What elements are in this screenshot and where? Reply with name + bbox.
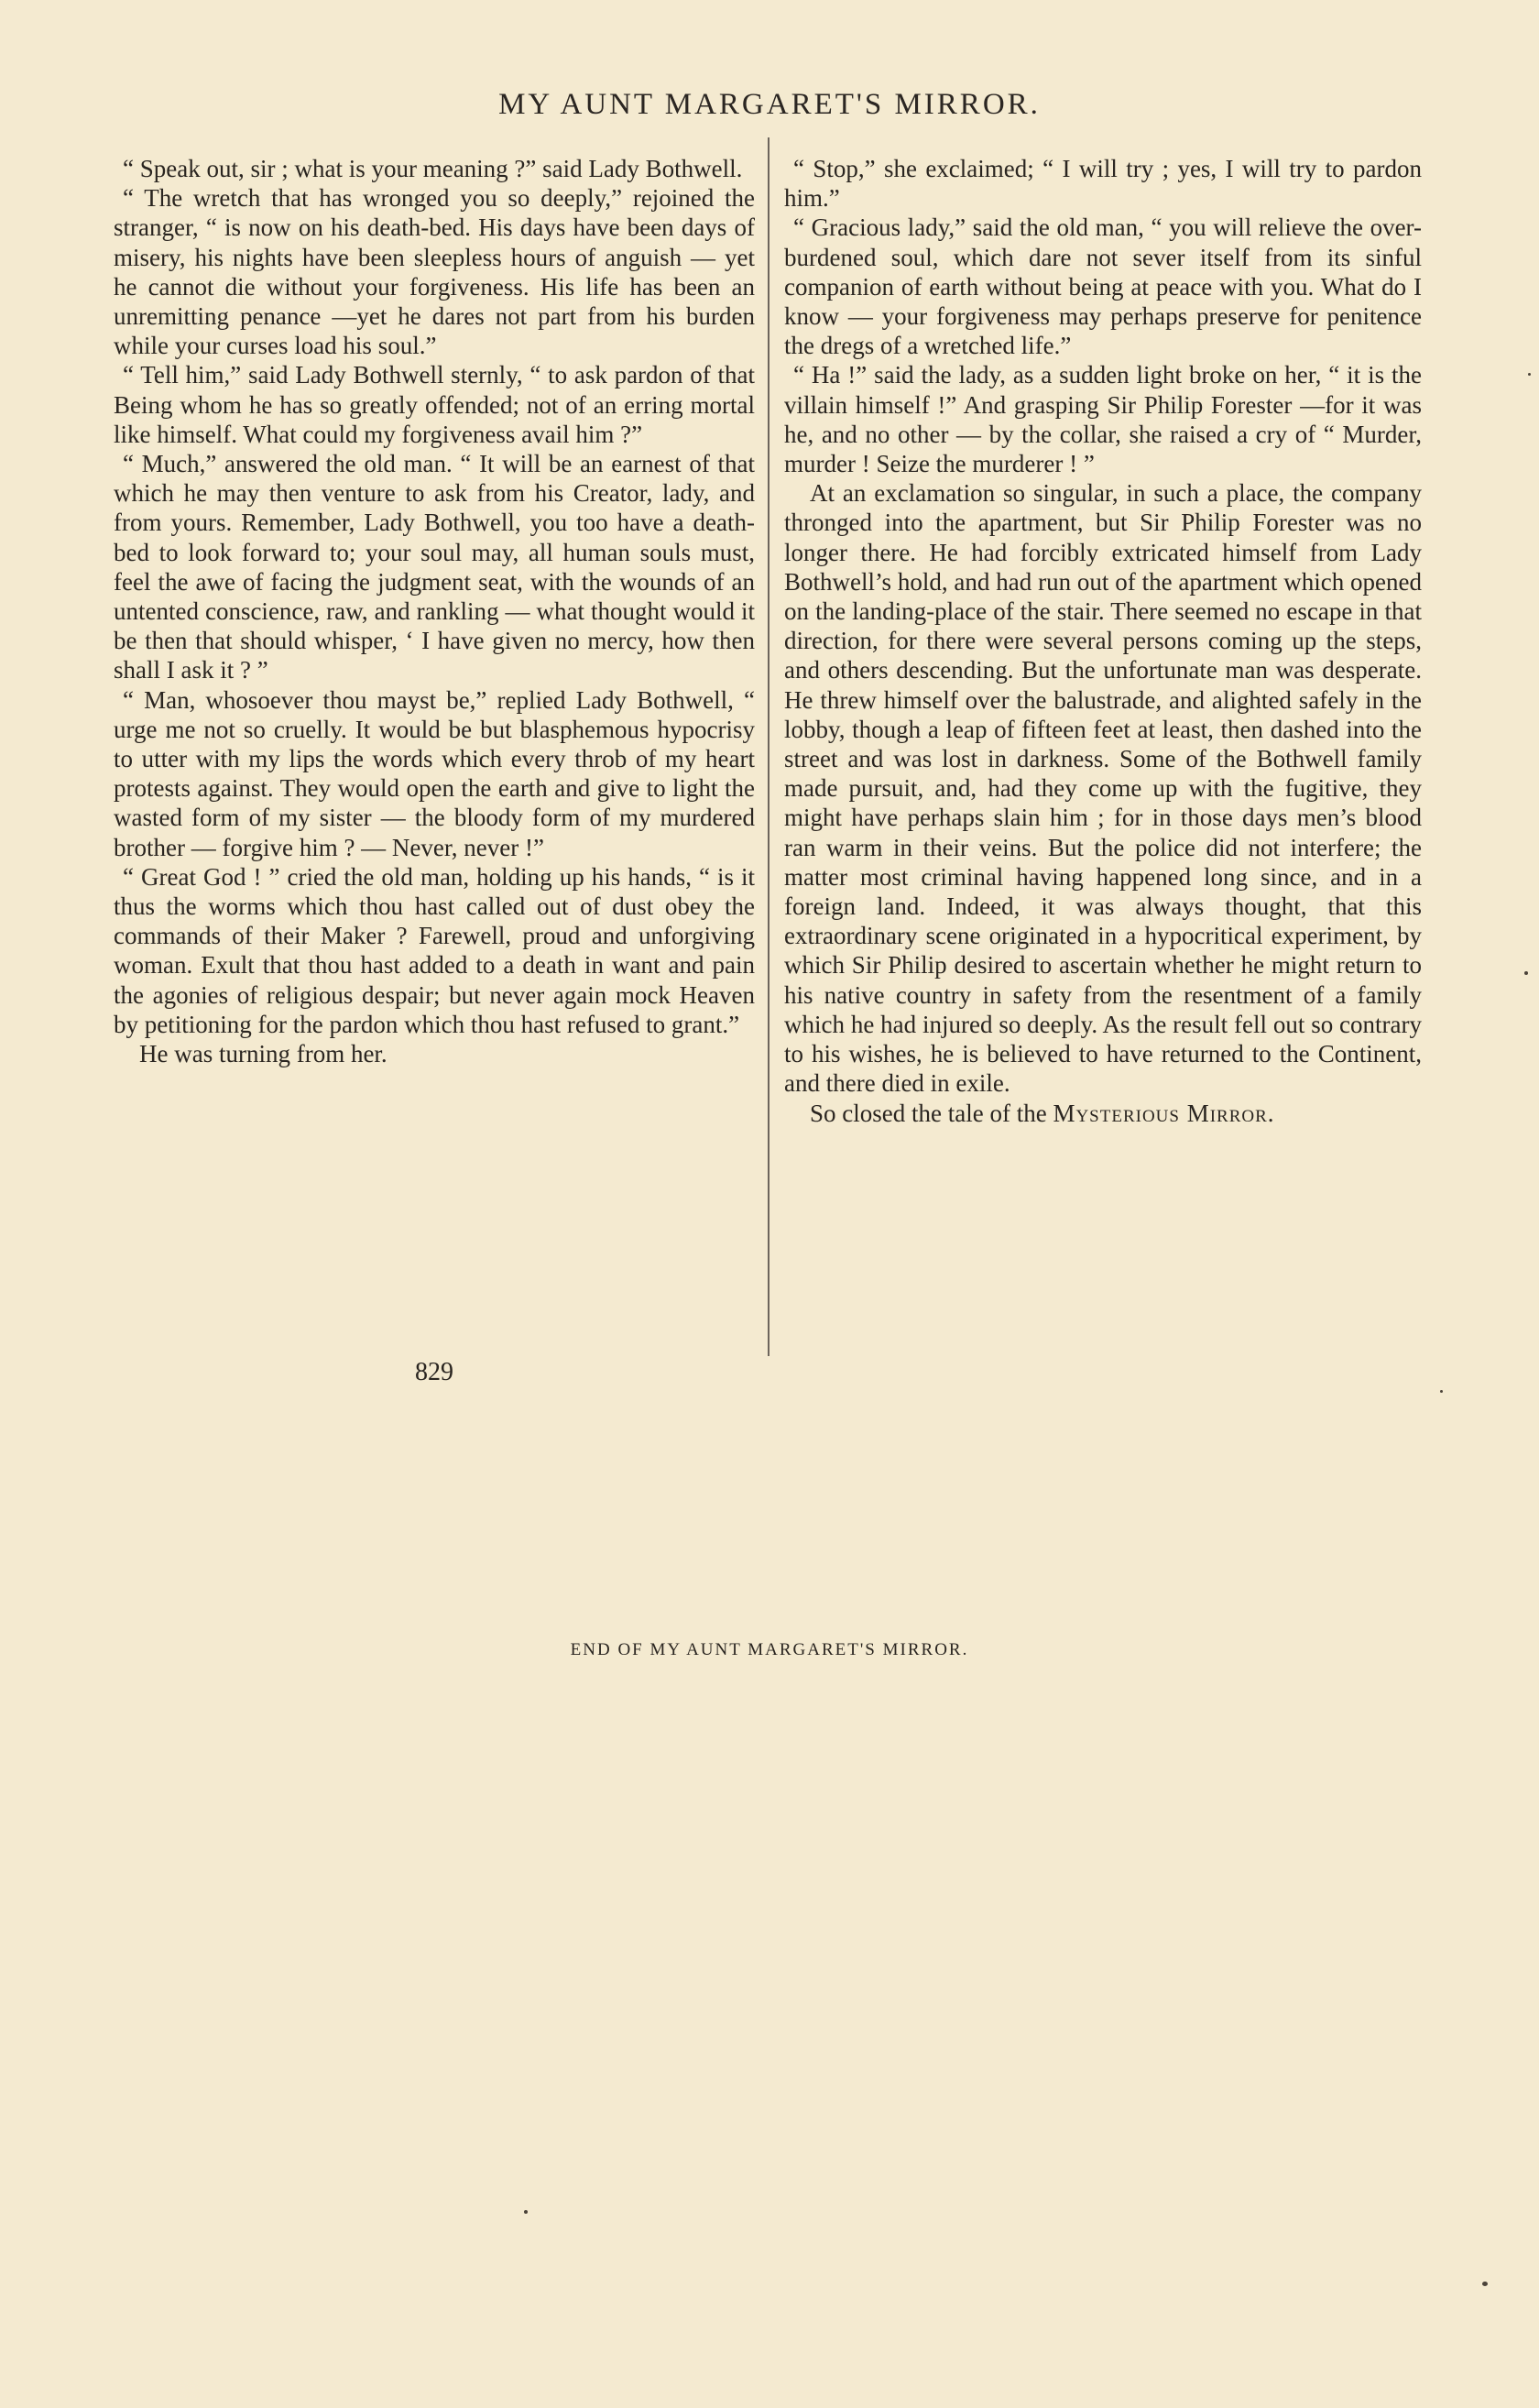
page-number: 829: [415, 1358, 453, 1386]
paragraph: “ Much,” answered the old man. “ It will be an earnest of that which he may then venture to ask from his Creator, lady, and from yours. Remember, Lady Bothwell, you too have a death-bed to look forward to; your soul may, all human souls must, feel the awe of facing the judgment seat, with the wounds of an untented conscience, raw, and rankling — what thought would it be then that should whisper, ‘ I have given no mercy, how then shall I ask it ? ”: [114, 450, 755, 684]
paragraph: “ Man, whosoever thou mayst be,” replied Lady Bothwell, “ urge me not so cruelly. It would be but blasphemous hypocrisy to utter with my lips the words which every throb of my heart protests against. They would open the earth and give to light the wasted form of my sister — the bloody form of my murdered brother — forgive him ? — Never, never !”: [114, 685, 755, 861]
paragraph: “ The wretch that has wronged you so deeply,” rejoined the stranger, “ is now on his death-bed. His days have been days of misery, his nights have been sleepless hours of anguish — yet he cannot die without your forgiveness. His life has been an unremitting penance —yet he dares not part from his burden while your curses load his soul.”: [114, 184, 755, 360]
paper-speck: [1528, 373, 1531, 376]
closing-emphasis: Mysterious Mirror.: [1053, 1099, 1275, 1127]
paragraph: “ Stop,” she exclaimed; “ I will try ; yes, I will try to pardon him.”: [784, 155, 1422, 213]
paper-speck: [1440, 1390, 1443, 1393]
paragraph: He was turning from her.: [139, 1040, 387, 1068]
closing-text: So closed the tale of the: [810, 1099, 1047, 1127]
column-divider: [768, 137, 770, 1356]
paragraph: “ Ha !” said the lady, as a sudden light broke on her, “ it is the villain himself !” And grasping Sir Philip Forester —for it was he, and no other — by the collar, she raised a cry of “ Murder, murder ! Seize the murderer ! ”: [784, 361, 1422, 478]
paragraph: “ Tell him,” said Lady Bothwell sternly, “ to ask pardon of that Being whom he has so greatly offended; not of an erring mortal like himself. What could my forgiveness avail him ?”: [114, 361, 755, 448]
left-column: [114, 154, 755, 1068]
right-column: [784, 154, 1422, 1128]
paragraph: At an exclamation so singular, in such a place, the company thronged into the apartment, but Sir Philip Forester was no longer there. He had forcibly extricated himself from Lady Bothwell’s hold, and had run out of the apartment which opened on the landing-place of the stair. There seemed no escape in that direction, for there were several persons coming up the steps, and others descending. But the unfortunate man was desperate. He threw himself over the balustrade, and alighted safely in the lobby, though a leap of fifteen feet at least, then dashed into the street and was lost in darkness. Some of the Bothwell family made pursuit, and, had they come up with the fugitive, they might have perhaps slain him ; for in those days men’s blood ran warm in their veins. But the police did not interfere; the matter most criminal having happened long since, and in a foreign land. Indeed, it was always thought, that this extraordinary scene originated in a hypocritical experiment, by which Sir Philip desired to ascertain whether he might return to his native country in safety from the resentment of a family which he had injured so deeply. As the result fell out so contrary to his wishes, he is believed to have returned to the Continent, and there died in exile.: [784, 479, 1422, 1098]
end-note: END OF MY AUNT MARGARET'S MIRROR.: [570, 1640, 969, 1659]
paper-speck: [1524, 971, 1528, 975]
paper-speck: [1482, 2282, 1488, 2286]
paragraph: “ Great God ! ” cried the old man, holding up his hands, “ is it thus the worms which thou hast called out of dust obey the commands of their Maker ? Farewell, proud and unforgiving woman. Exult that thou hast added to a death in want and pain the agonies of religious despair; but never again mock Heaven by petitioning for the pardon which thou hast refused to grant.”: [114, 862, 755, 1038]
paragraph: “ Speak out, sir ; what is your meaning ?” said Lady Bothwell.: [123, 155, 743, 182]
running-head: MY AUNT MARGARET'S MIRROR.: [498, 88, 1041, 121]
paragraph: “ Gracious lady,” said the old man, “ you will relieve the over-burdened soul, which dare not sever itself from its sinful companion of earth without being at peace with you. What do I know — your forgiveness may perhaps preserve for penitence the dregs of a wretched life.”: [784, 213, 1422, 360]
paper-speck: [524, 2210, 528, 2214]
closing-paragraph: [784, 1099, 1422, 1128]
